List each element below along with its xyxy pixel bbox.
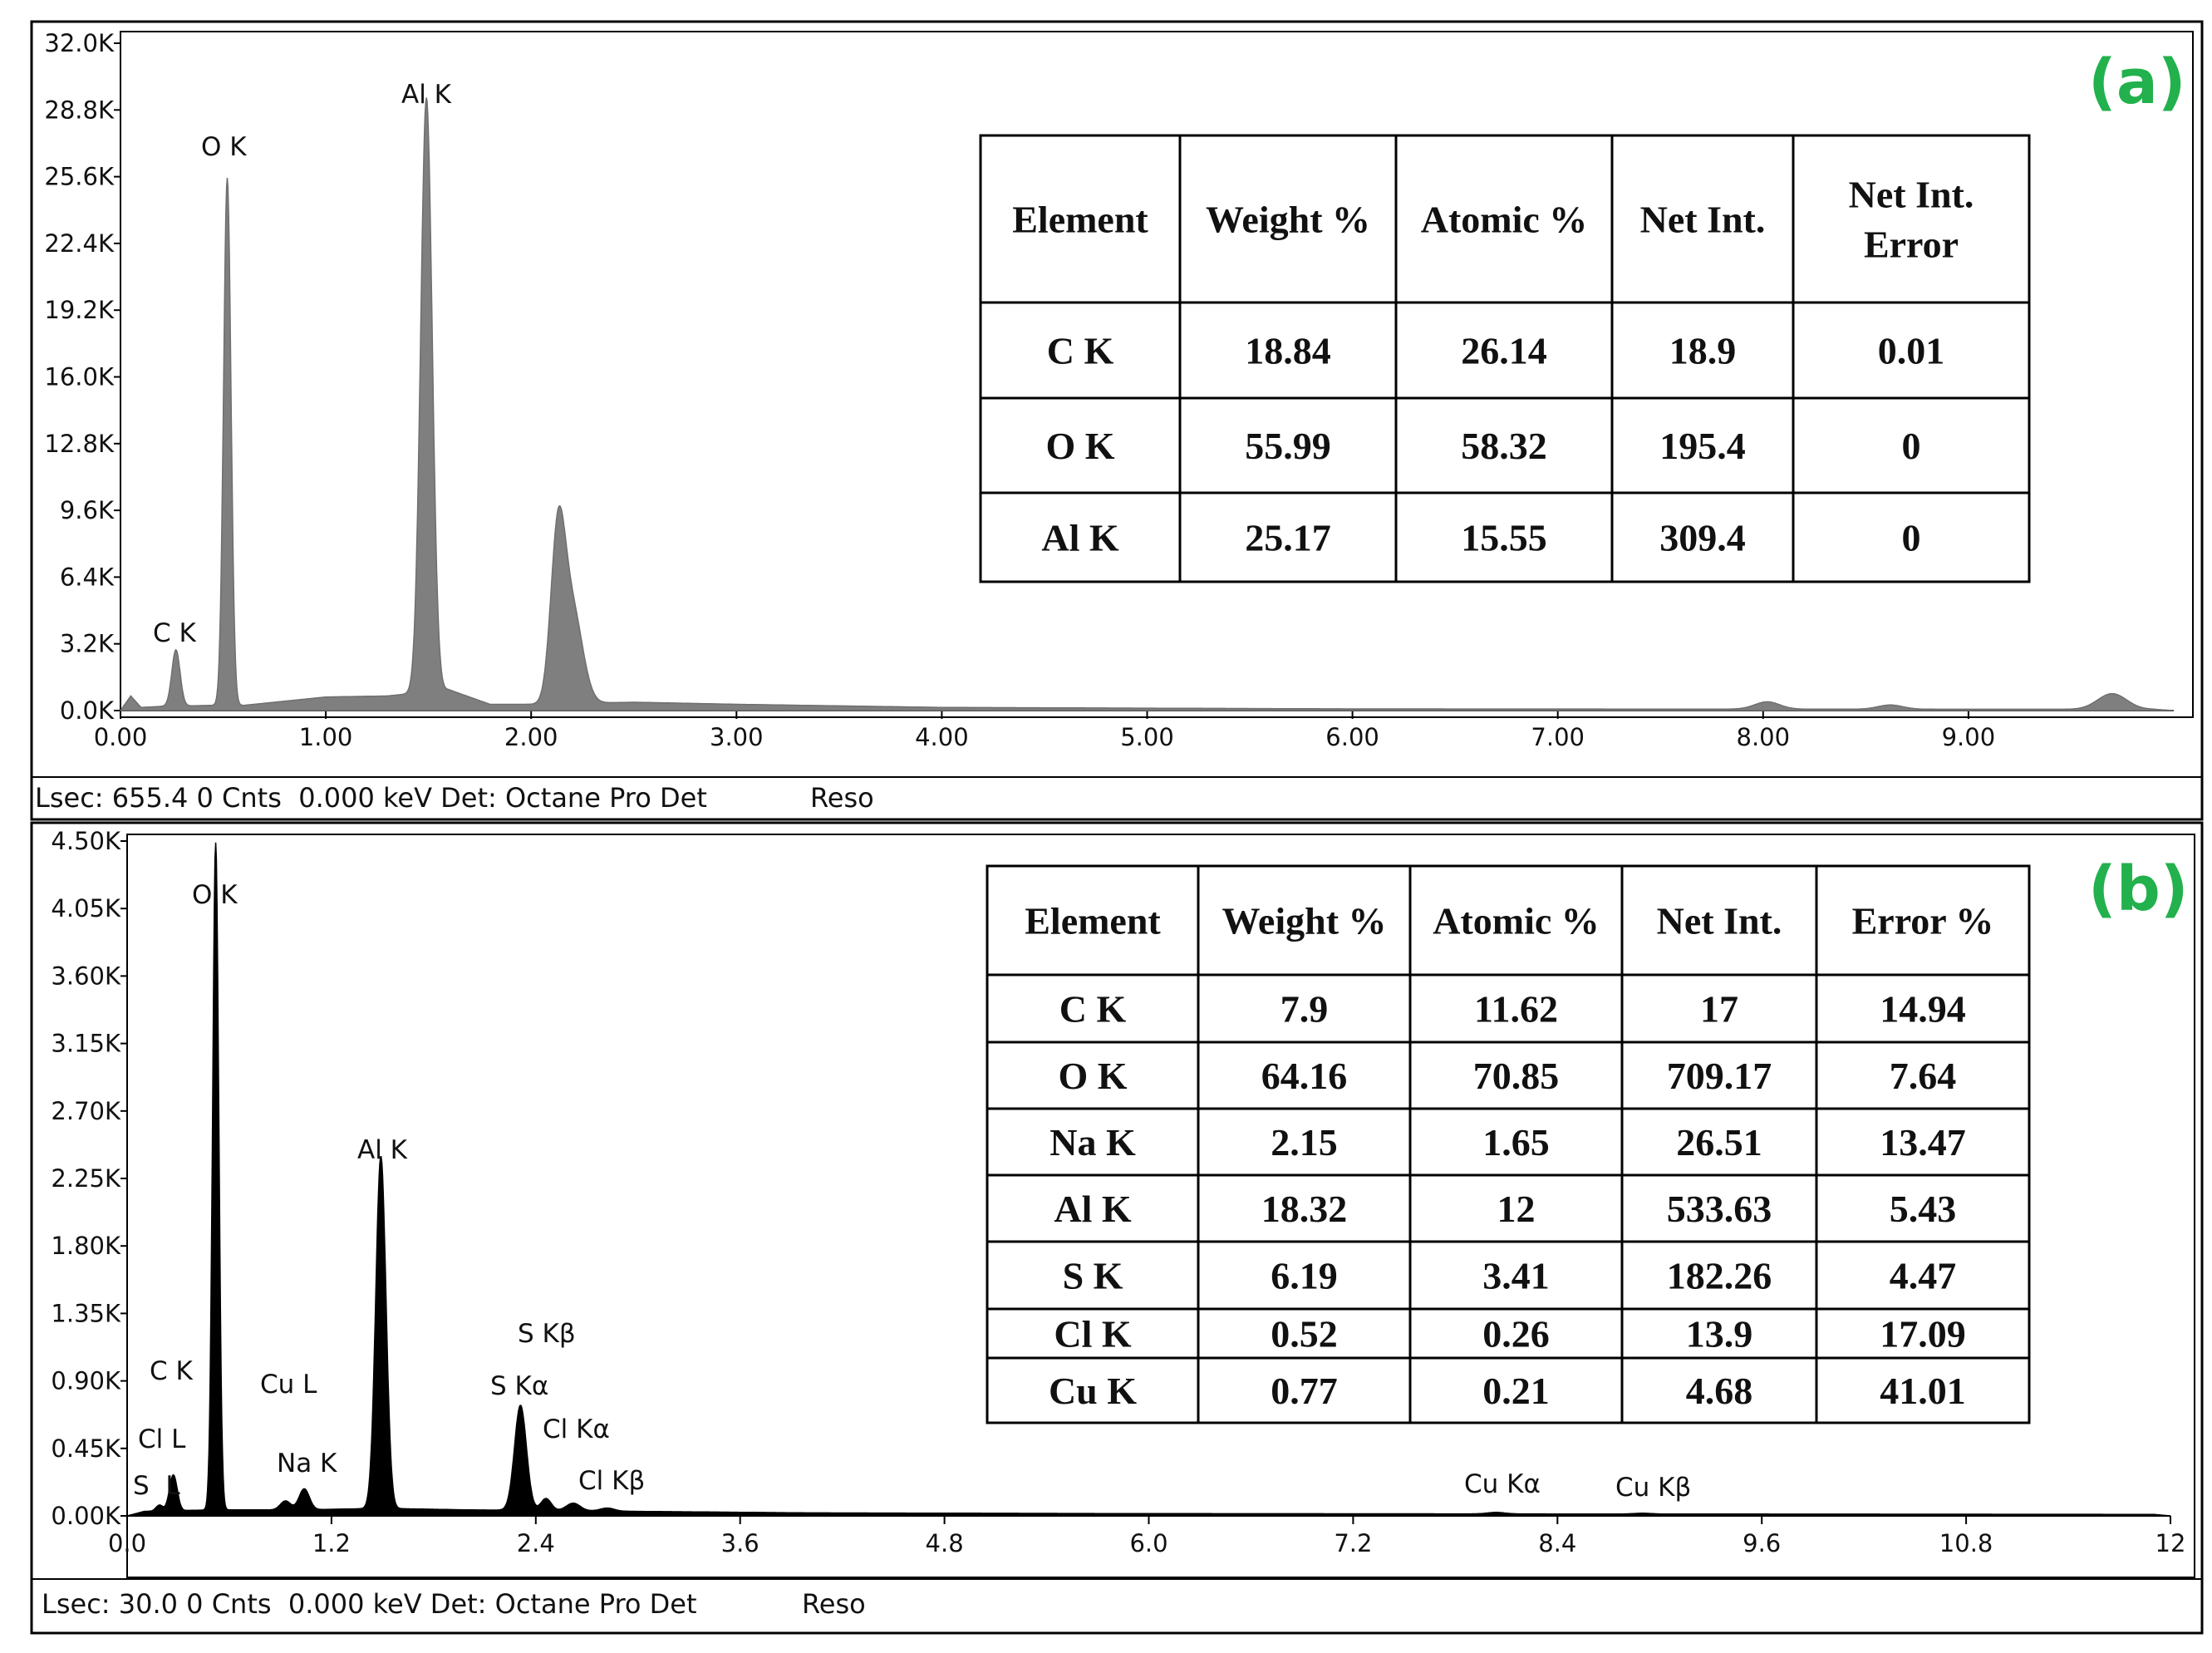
- table-header-cell: Weight %: [1222, 899, 1387, 942]
- x-tick-label: 5.00: [1120, 723, 1174, 751]
- table-cell: Cu K: [1048, 1370, 1138, 1412]
- table-cell: 13.9: [1685, 1312, 1753, 1355]
- table-cell: 0.21: [1482, 1370, 1550, 1412]
- peak-label-b-cll: Cl L: [138, 1424, 186, 1454]
- x-tick-label: 1.00: [298, 723, 353, 751]
- panel-a-label: (a): [2088, 47, 2186, 118]
- peak-label-b-alk: Al K: [357, 1135, 408, 1165]
- y-tick-label: 9.6K: [59, 496, 114, 525]
- peak-label-a-alk: Al K: [401, 80, 452, 110]
- table-cell: 12: [1497, 1188, 1536, 1230]
- table-cell: O K: [1058, 1055, 1128, 1097]
- peak-label-b-cuka: Cu Kα: [1464, 1469, 1541, 1499]
- y-tick-label: 28.8K: [44, 96, 114, 125]
- table-header-cell: Weight %: [1205, 198, 1371, 241]
- peak-label-b-clka: Cl Kα: [543, 1414, 610, 1444]
- table-cell: 182.26: [1666, 1254, 1772, 1297]
- panel-b: [32, 823, 2202, 1633]
- x-tick-label: 2.00: [504, 723, 558, 751]
- table-header-cell: Atomic %: [1433, 899, 1600, 942]
- panel-a-status-acquisition: Lsec: 655.4 0 Cnts 0.000 keV Det: Octane Pro Det: [35, 782, 707, 814]
- table-cell: 0: [1901, 516, 1921, 559]
- panel-a-y-axis: [44, 29, 120, 725]
- x-tick-label: 6.00: [1325, 723, 1379, 751]
- panel-b-status-acquisition: Lsec: 30.0 0 Cnts 0.000 keV Det: Octane Pro Det: [42, 1588, 697, 1620]
- table-cell: 2.15: [1271, 1121, 1338, 1163]
- table-cell: 26.51: [1676, 1121, 1762, 1163]
- y-tick-label: 2.70K: [51, 1096, 120, 1125]
- table-cell: 18.32: [1261, 1188, 1348, 1230]
- table-cell: 0.26: [1482, 1312, 1550, 1355]
- table-cell: 13.47: [1880, 1121, 1966, 1163]
- peak-label-b-nak: Na K: [277, 1449, 337, 1478]
- peak-label-b-sl: S L: [133, 1471, 180, 1501]
- y-tick-label: 25.6K: [44, 162, 114, 191]
- x-tick-label: 4.8: [925, 1529, 964, 1557]
- table-header-cell: Error %: [1851, 899, 1994, 942]
- table-cell: Al K: [1054, 1188, 1132, 1230]
- y-tick-label: 2.25K: [51, 1164, 120, 1193]
- table-b: [987, 866, 2029, 1423]
- table-cell: O K: [1045, 425, 1115, 467]
- x-tick-label: 0.00: [93, 723, 148, 751]
- x-tick-label: 2.4: [516, 1529, 555, 1557]
- table-cell: 17.09: [1880, 1312, 1966, 1355]
- y-tick-label: 3.15K: [51, 1029, 120, 1058]
- x-tick-label: 7.2: [1334, 1529, 1373, 1557]
- x-tick-label: 9.6: [1743, 1529, 1782, 1557]
- table-cell: 195.4: [1659, 425, 1746, 467]
- x-tick-label: 7.00: [1531, 723, 1585, 751]
- x-tick-label: 8.4: [1538, 1529, 1577, 1557]
- y-tick-label: 6.4K: [59, 563, 114, 592]
- table-cell: 70.85: [1472, 1055, 1560, 1097]
- table-cell: 18.84: [1245, 329, 1331, 372]
- x-tick-label: 0.0: [107, 1529, 147, 1557]
- table-cell: Cl K: [1054, 1312, 1132, 1355]
- table-header-cell: Error: [1863, 223, 1959, 266]
- table-cell: 0.01: [1877, 329, 1945, 372]
- y-tick-label: 3.2K: [59, 629, 114, 658]
- y-tick-label: 22.4K: [44, 229, 114, 258]
- table-cell: 709.17: [1666, 1055, 1772, 1097]
- table-cell: 4.68: [1685, 1370, 1753, 1412]
- x-tick-label: 10.8: [1939, 1529, 1993, 1557]
- y-tick-label: 1.80K: [51, 1232, 120, 1261]
- table-cell: 58.32: [1461, 425, 1547, 467]
- y-tick-label: 16.0K: [44, 362, 114, 391]
- table-cell: 4.47: [1889, 1254, 1957, 1297]
- peak-label-b-ska: S Kα: [490, 1371, 549, 1401]
- x-tick-label: 3.6: [720, 1529, 759, 1557]
- table-cell: 3.41: [1482, 1254, 1550, 1297]
- x-tick-label: 6.0: [1129, 1529, 1168, 1557]
- y-tick-label: 1.35K: [51, 1299, 120, 1328]
- table-cell: 533.63: [1666, 1188, 1772, 1230]
- panel-a-status-reso: Reso: [810, 782, 874, 814]
- table-cell: 11.62: [1474, 987, 1558, 1031]
- table-cell: 0.52: [1271, 1312, 1338, 1355]
- table-cell: 7.64: [1889, 1055, 1957, 1097]
- table-cell: S K: [1062, 1254, 1123, 1297]
- peak-label-b-ck: C K: [150, 1356, 193, 1386]
- peak-label-b-clkb: Cl Kβ: [578, 1466, 646, 1496]
- y-tick-label: 0.00K: [51, 1502, 120, 1530]
- peak-label-b-ok: O K: [192, 880, 238, 910]
- table-cell: 309.4: [1659, 516, 1746, 559]
- peak-label-a-ck: C K: [153, 618, 196, 648]
- table-cell: 17: [1700, 987, 1738, 1031]
- x-tick-label: 4.00: [915, 723, 969, 751]
- table-header-cell: Element: [1012, 198, 1148, 241]
- table-header-cell: Net Int.: [1656, 899, 1782, 942]
- y-tick-label: 0.0K: [59, 696, 114, 725]
- x-tick-label: 12: [2155, 1529, 2186, 1557]
- table-header-cell: Element: [1025, 899, 1161, 942]
- y-tick-label: 19.2K: [44, 296, 114, 325]
- panel-a-peak-labels: [153, 80, 452, 648]
- table-cell: 1.65: [1482, 1121, 1550, 1163]
- x-tick-label: 1.2: [312, 1529, 351, 1557]
- table-header-cell: Atomic %: [1420, 198, 1588, 241]
- peak-label-b-skb: S Kβ: [518, 1319, 576, 1349]
- table-cell: 0: [1901, 425, 1921, 467]
- table-cell: 26.14: [1461, 329, 1547, 372]
- x-tick-label: 3.00: [710, 723, 764, 751]
- table-cell: 55.99: [1245, 425, 1331, 467]
- panel-b-label: (b): [2088, 854, 2189, 925]
- table-cell: 15.55: [1461, 516, 1547, 559]
- table-cell: 6.19: [1271, 1254, 1338, 1297]
- x-tick-label: 8.00: [1736, 723, 1791, 751]
- panel-b-status-reso: Reso: [802, 1588, 866, 1620]
- table-cell: 7.9: [1280, 987, 1329, 1031]
- panel-a: [32, 22, 2202, 819]
- y-tick-label: 32.0K: [44, 29, 114, 57]
- panel-b-y-axis: [51, 827, 127, 1530]
- y-tick-label: 0.90K: [51, 1366, 120, 1395]
- table-cell: C K: [1046, 329, 1114, 372]
- y-tick-label: 12.8K: [44, 429, 114, 458]
- y-tick-label: 0.45K: [51, 1434, 120, 1463]
- table-header-cell: Net Int.: [1639, 198, 1766, 241]
- y-tick-label: 3.60K: [51, 962, 120, 991]
- peak-label-a-ok: O K: [201, 132, 247, 162]
- table-cell: 64.16: [1261, 1055, 1348, 1097]
- table-cell: 5.43: [1889, 1188, 1957, 1230]
- table-cell: 25.17: [1245, 516, 1331, 559]
- peak-label-b-cukb: Cu Kβ: [1615, 1473, 1692, 1503]
- table-a: [981, 135, 2029, 582]
- table-cell: 18.9: [1669, 329, 1737, 372]
- table-cell: 0.77: [1271, 1370, 1338, 1412]
- table-header-cell: Net Int.: [1848, 173, 1974, 216]
- y-tick-label: 4.50K: [51, 827, 120, 855]
- table-cell: C K: [1059, 987, 1127, 1031]
- panel-b-x-axis: [108, 1516, 2186, 1557]
- table-cell: Al K: [1041, 516, 1119, 559]
- table-cell: Na K: [1049, 1121, 1136, 1163]
- peak-label-b-cul: Cu L: [260, 1370, 317, 1400]
- y-tick-label: 4.05K: [51, 894, 120, 923]
- table-cell: 41.01: [1880, 1370, 1966, 1412]
- x-tick-label: 9.00: [1941, 723, 1996, 751]
- table-cell: 14.94: [1880, 987, 1966, 1031]
